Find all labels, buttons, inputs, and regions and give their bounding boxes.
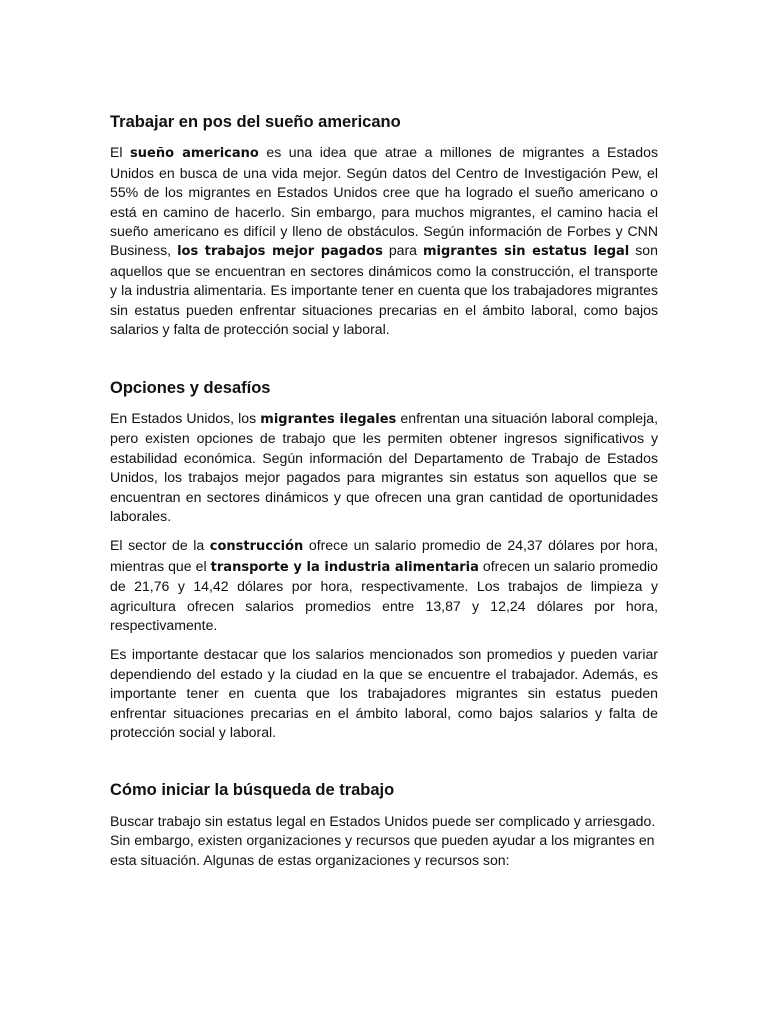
bold-run: sueño americano (130, 146, 259, 162)
paragraph (110, 409, 658, 526)
section-spacer (110, 752, 658, 780)
text-run: es una idea que atrae a millones de migrantes a Estados Unidos en busca de una vida mejor. Según datos del Centro de Investigación Pew, el 55% de los migrantes en Estados Unidos cree que ha logrado el sueño americano o está en camino de hacerlo. Sin embargo, para muchos migrantes, el camino hacia el sueño americano es difícil y lleno de obstáculos. Según información de Forbes y CNN Business, (110, 144, 658, 259)
text-run: ofrece un salario promedio de 24,37 dólares por hora, mientras que el (110, 537, 658, 574)
section-heading: Opciones y desafíos (110, 378, 271, 397)
section-heading: Cómo iniciar la búsqueda de trabajo (110, 781, 395, 800)
bold-run: transporte y la industria alimentaria (210, 559, 479, 575)
section-spacer (110, 350, 658, 378)
paragraph (110, 812, 658, 870)
text-run: En Estados Unidos, los (110, 409, 261, 426)
bold-run: migrantes sin estatus legal (423, 244, 630, 260)
section-sueno-americano (110, 112, 658, 340)
text-run: Buscar trabajo sin estatus legal en Estados Unidos puede ser complicado y arriesgado. Sin embargo, existen organizaciones y recursos que pueden ayudar a los migrantes en esta situación. Algunas de estas organizaciones y recursos son: (110, 812, 656, 868)
bold-run: migrantes ilegales (260, 411, 397, 427)
bold-run: los trabajos mejor pagados (177, 244, 383, 260)
paragraph (110, 143, 658, 339)
bold-run: construcción (209, 539, 304, 555)
section-opciones-desafios (110, 378, 658, 743)
section-busqueda-trabajo (110, 780, 658, 870)
paragraph (110, 536, 658, 635)
text-run: enfrentan una situación laboral compleja, pero existen opciones de trabajo que les permiten obtener ingresos significativos y estabilidad económica. Según información del Departamento de Trabajo de Estados Unidos, los trabajos mejor pagados para migrantes sin estatus son aquellos que se encuentran en sectores dinámicos y que ofrecen una gran cantidad de oportunidades laborales. (110, 409, 659, 524)
document-page (110, 112, 658, 880)
paragraph (110, 645, 658, 742)
text-run: El (110, 144, 131, 161)
section-heading: Trabajar en pos del sueño americano (110, 113, 401, 131)
text-run: El sector de la (110, 537, 210, 554)
text-run: para (382, 242, 423, 259)
text-run: Es importante destacar que los salarios mencionados son promedios y pueden variar dependiendo del estado y la ciudad en la que se encuentre el trabajador. Además, es importante tener en cuenta que los trabajadores migrantes sin estatus pueden enfrentar situaciones precarias en el ámbito laboral, como bajos salarios y falta de protección social y laboral. (110, 646, 658, 741)
text-run: son aquellos que se encuentran en sectores dinámicos como la construcción, el transporte y la industria alimentaria. Es importante tener en cuenta que los trabajadores migrantes sin estatus pueden enfrentar situaciones precarias en el ámbito laboral, como bajos salarios y falta de protección social y laboral. (110, 242, 658, 338)
text-run: ofrecen un salario promedio de 21,76 y 14,42 dólares por hora, respectivamente. Los trabajos de limpieza y agricultura ofrecen salarios promedios entre 13,87 y 12,24 dólares por hora, respectivamente. (110, 557, 658, 633)
